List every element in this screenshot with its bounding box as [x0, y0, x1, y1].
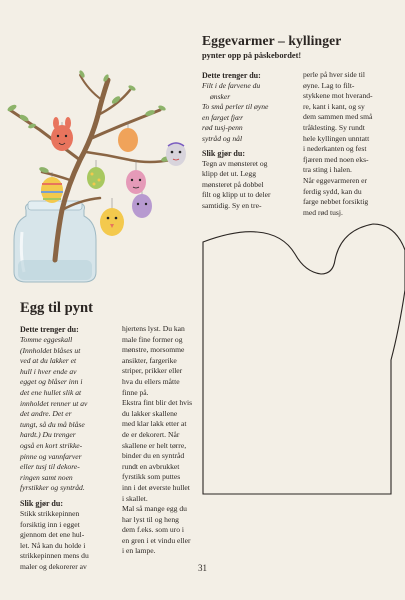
- text-line: binder du en syntråd: [122, 451, 185, 461]
- do-heading: Slik gjør du:: [20, 498, 63, 508]
- leaves: [6, 70, 171, 175]
- text-line: fyrstikk som puttes: [122, 472, 181, 482]
- materials-list: [20, 335, 118, 494]
- text-line: også en kort strikke-: [20, 440, 83, 450]
- egg-decoration-title: Egg til pynt: [20, 300, 93, 316]
- text-line: maler og dekorerer av: [20, 561, 87, 571]
- left-article-column-2: [122, 324, 200, 557]
- text-line: i skallet.: [122, 493, 148, 503]
- text-line: striper, prikker eller: [122, 366, 183, 376]
- egg-face-grey: [166, 142, 186, 166]
- text-line: skallene er helt tørre,: [122, 440, 187, 450]
- text-line: klipp det ut. Legg: [202, 169, 256, 179]
- text-line: eller tusj til dekore-: [20, 462, 80, 472]
- text-line: stykkene mot hverand-: [303, 91, 373, 101]
- text-line: strikkepinnen mens du: [20, 551, 89, 561]
- text-line: ferdig sydd, kan du: [303, 186, 362, 196]
- text-line: tungt, så du må blåse: [20, 419, 85, 429]
- text-line: ved at du lakker et: [20, 356, 77, 366]
- text-line: dem sammen med små: [303, 112, 373, 122]
- text-line: egget og blåser inn i: [20, 377, 83, 387]
- text-line: en gren i et vindu eller: [122, 535, 191, 545]
- text-line: med klar lakk etter at: [122, 419, 187, 429]
- egg-face-chick: [100, 208, 124, 236]
- egg-orange: [118, 128, 138, 152]
- text-line: re, kant i kant, og sy: [303, 101, 365, 111]
- material-line: sytråd og nål: [202, 133, 243, 143]
- egg-striped-yellow: [41, 177, 63, 203]
- left-article-column-1: [20, 324, 118, 572]
- text-line: rundt en avbrukket: [122, 461, 180, 471]
- text-line: samtidig. Sy en tre-: [202, 200, 262, 210]
- chick-egg-warmer-subtitle: pynter opp på påskebordet!: [202, 51, 302, 60]
- text-line: Mal så mange egg du: [122, 504, 187, 514]
- text-line: fjæren med noen eks-: [303, 154, 369, 164]
- text-line: har lyst til og heng: [122, 514, 179, 524]
- text-line: Når eggevarmeren er: [303, 175, 368, 185]
- material-line: Filt i de farvene du: [202, 81, 261, 90]
- text-line: forsiktig inn i egget: [20, 519, 80, 529]
- text-line: (Innholdet blåses ut: [20, 345, 81, 355]
- text-line: tra sting i halen.: [303, 165, 352, 175]
- text-line: ansikter, fargerike: [122, 355, 177, 365]
- instructions: [202, 159, 300, 212]
- text-line: innholdet renner ut av: [20, 398, 88, 408]
- materials-list: [202, 81, 300, 145]
- text-line: fyrstikker og syntråd.: [20, 483, 85, 493]
- material-line: ønsker: [210, 91, 231, 101]
- text-line: let. Nå kan du holde i: [20, 540, 86, 550]
- text-line: det ene hullet slik at: [20, 387, 82, 397]
- text-line: finne på.: [122, 387, 149, 397]
- text-line: det andre. Det er: [20, 409, 72, 419]
- text-line: farge nebbet forsiktig: [303, 197, 369, 207]
- text-line: i en lampe.: [122, 546, 156, 556]
- material-line: To små perler til øyne: [202, 102, 269, 112]
- text-line: hjertens lyst. Du kan: [122, 324, 185, 333]
- needs-heading: Dette trenger du:: [20, 325, 79, 334]
- text-line: Tomme eggeskall: [20, 335, 73, 344]
- text-line: Tegn av mønsteret og: [202, 158, 268, 168]
- egg-face-pink: [126, 170, 146, 194]
- text-line: mønsteret på dobbel: [202, 179, 264, 189]
- egg-face-purple: [132, 194, 152, 218]
- text-line: ringen samt noen: [20, 472, 73, 482]
- right-article-column-1: [202, 70, 300, 212]
- material-line: rød tusj-penn: [202, 123, 243, 133]
- text-line: inn i det øverste hullet: [122, 482, 190, 492]
- text-line: gjennom det ene hul-: [20, 530, 85, 540]
- egg-tree-illustration: [0, 60, 200, 285]
- text-line: mønstre, morsomme: [122, 345, 185, 355]
- text-line: Stikk strikkepinnen: [20, 508, 80, 518]
- page-number: 31: [198, 563, 207, 573]
- right-article-column-2: [303, 70, 393, 218]
- text-line: hardt.) Du trenger: [20, 430, 76, 440]
- text-line: du lakker skallene: [122, 408, 178, 418]
- material-line: en farget fjær: [202, 112, 244, 122]
- text-line: hele kyllingen unntatt: [303, 133, 370, 143]
- text-line: male fine former og: [122, 334, 183, 344]
- text-line: i nederkanten og fest: [303, 144, 367, 154]
- egg-dotted-green: [87, 167, 105, 189]
- text-line: med rød tusj.: [303, 207, 343, 217]
- do-heading: Slik gjør du:: [202, 148, 245, 158]
- chick-egg-warmer-title: Eggevarmer – kyllinger: [202, 33, 342, 48]
- text-line: øyne. Lag to filt-: [303, 80, 355, 90]
- text-line: hva du ellers måtte: [122, 376, 180, 386]
- text-line: de er dekorert. Når: [122, 429, 180, 439]
- text-line: filt og klipp ut to deler: [202, 190, 271, 200]
- text-line: Ekstra fint blir det hvis: [122, 398, 193, 408]
- chick-pattern-outline: [195, 207, 405, 510]
- text-line: dem f.eks. som uro i: [122, 525, 185, 535]
- needs-heading: Dette trenger du:: [202, 71, 261, 80]
- text-line: tråklesting. Sy rundt: [303, 122, 365, 132]
- text-line: perle på hver side til: [303, 70, 365, 79]
- text-line: pinne og vannfarver: [20, 451, 82, 461]
- text-line: hull i hver ende av: [20, 366, 77, 376]
